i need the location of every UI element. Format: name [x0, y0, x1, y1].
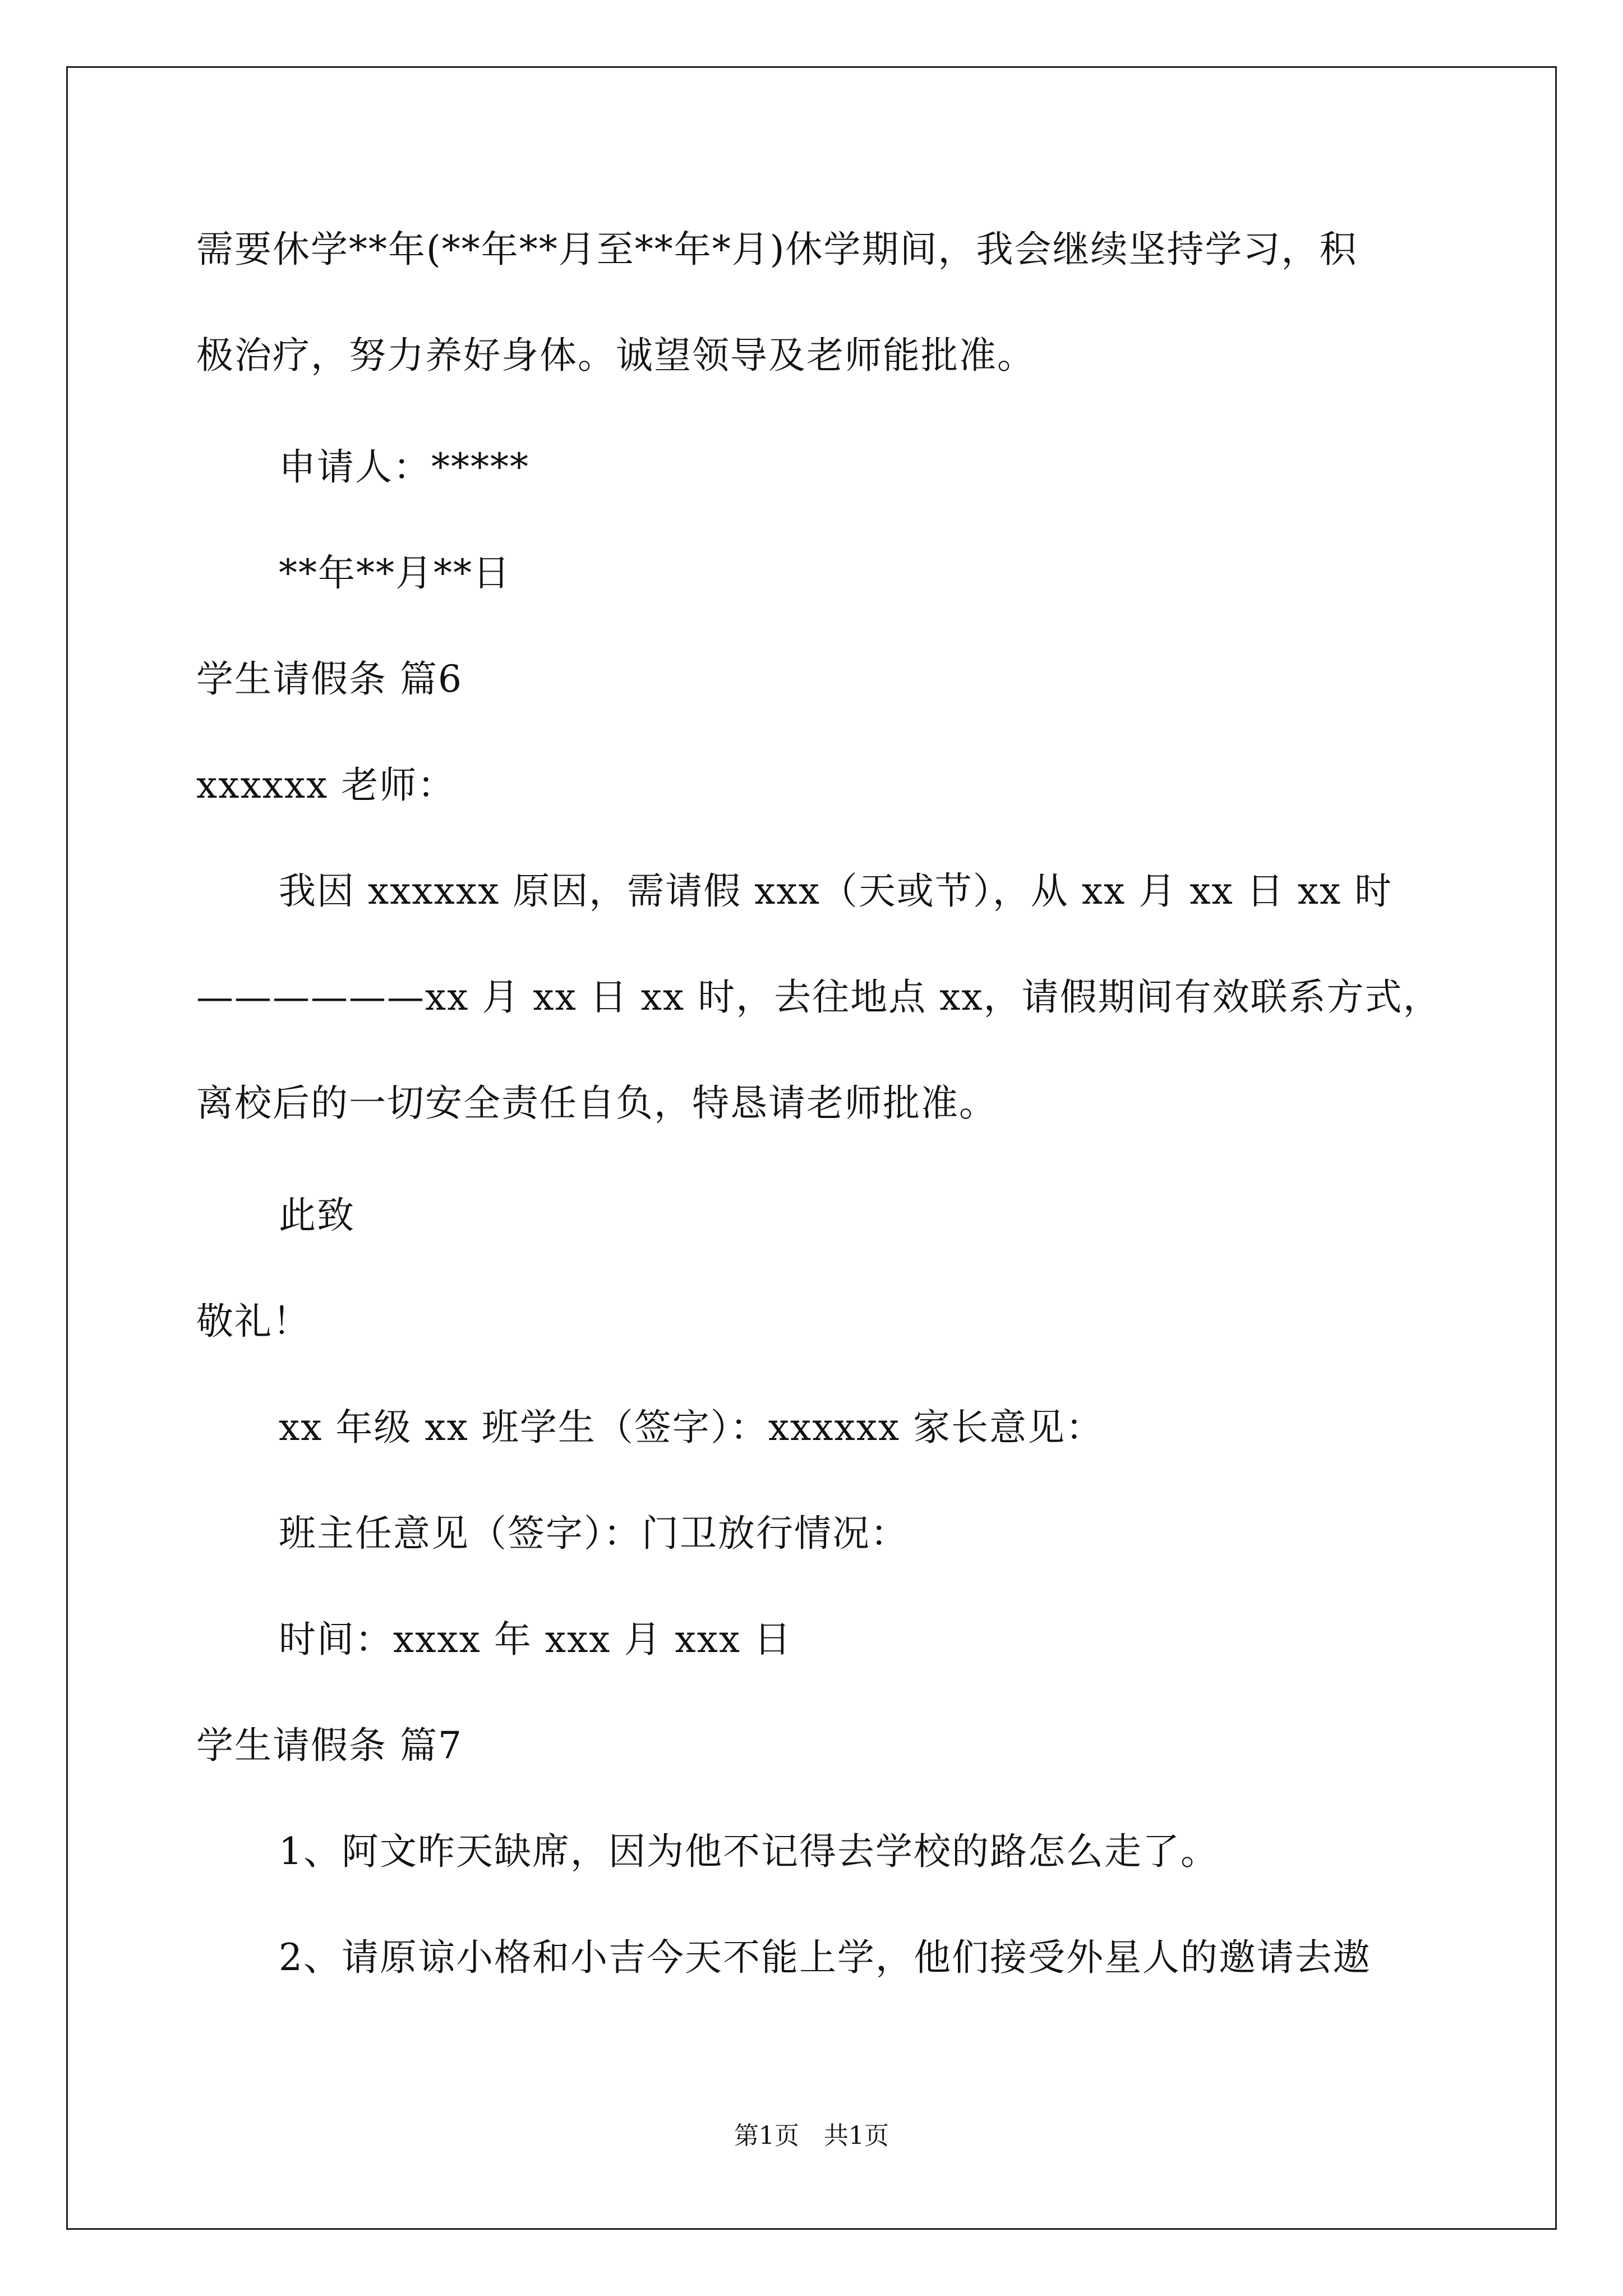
text-line: xx 年级 xx 班学生（签字）：xxxxxx 家长意见：: [279, 1406, 1104, 1449]
section-heading: 学生请假条 篇7: [196, 1724, 463, 1767]
signature-date: **年**月**日: [279, 551, 511, 595]
text-line: 我因 xxxxxx 原因，需请假 xxx（天或节），从 xx 月 xx 日 xx 时: [279, 869, 1393, 913]
text-line: 离校后的一切安全责任自负，特恳请老师批准。: [196, 1082, 997, 1125]
closing-regards: 敬礼！: [196, 1300, 311, 1343]
page-border: [66, 66, 1557, 2230]
text-line: 需要休学**年(**年**月至**年*月)休学期间，我会继续坚持学习，积: [196, 228, 1358, 271]
list-item: 1、阿文昨天缺席，因为他不记得去学校的路怎么走了。: [279, 1830, 1219, 1873]
page-number: 第1页 共1页: [734, 2122, 889, 2150]
salutation: xxxxxx 老师：: [196, 763, 456, 807]
text-line: ——————xx 月 xx 日 xx 时，去往地点 xx，请假期间有效联系方式，: [196, 976, 1441, 1019]
section-heading: 学生请假条 篇6: [196, 657, 463, 701]
text-line: 极治疗，努力养好身体。诚望领导及老师能批准。: [196, 334, 1035, 377]
text-line: 时间：xxxx 年 xxx 月 xxx 日: [279, 1618, 792, 1661]
list-item: 2、请原谅小格和小吉今天不能上学，他们接受外星人的邀请去遨: [279, 1936, 1371, 1979]
signature-applicant: 申请人：*****: [279, 445, 529, 489]
text-line: 班主任意见（签字）：门卫放行情况：: [279, 1512, 909, 1555]
closing: 此致: [279, 1194, 355, 1237]
